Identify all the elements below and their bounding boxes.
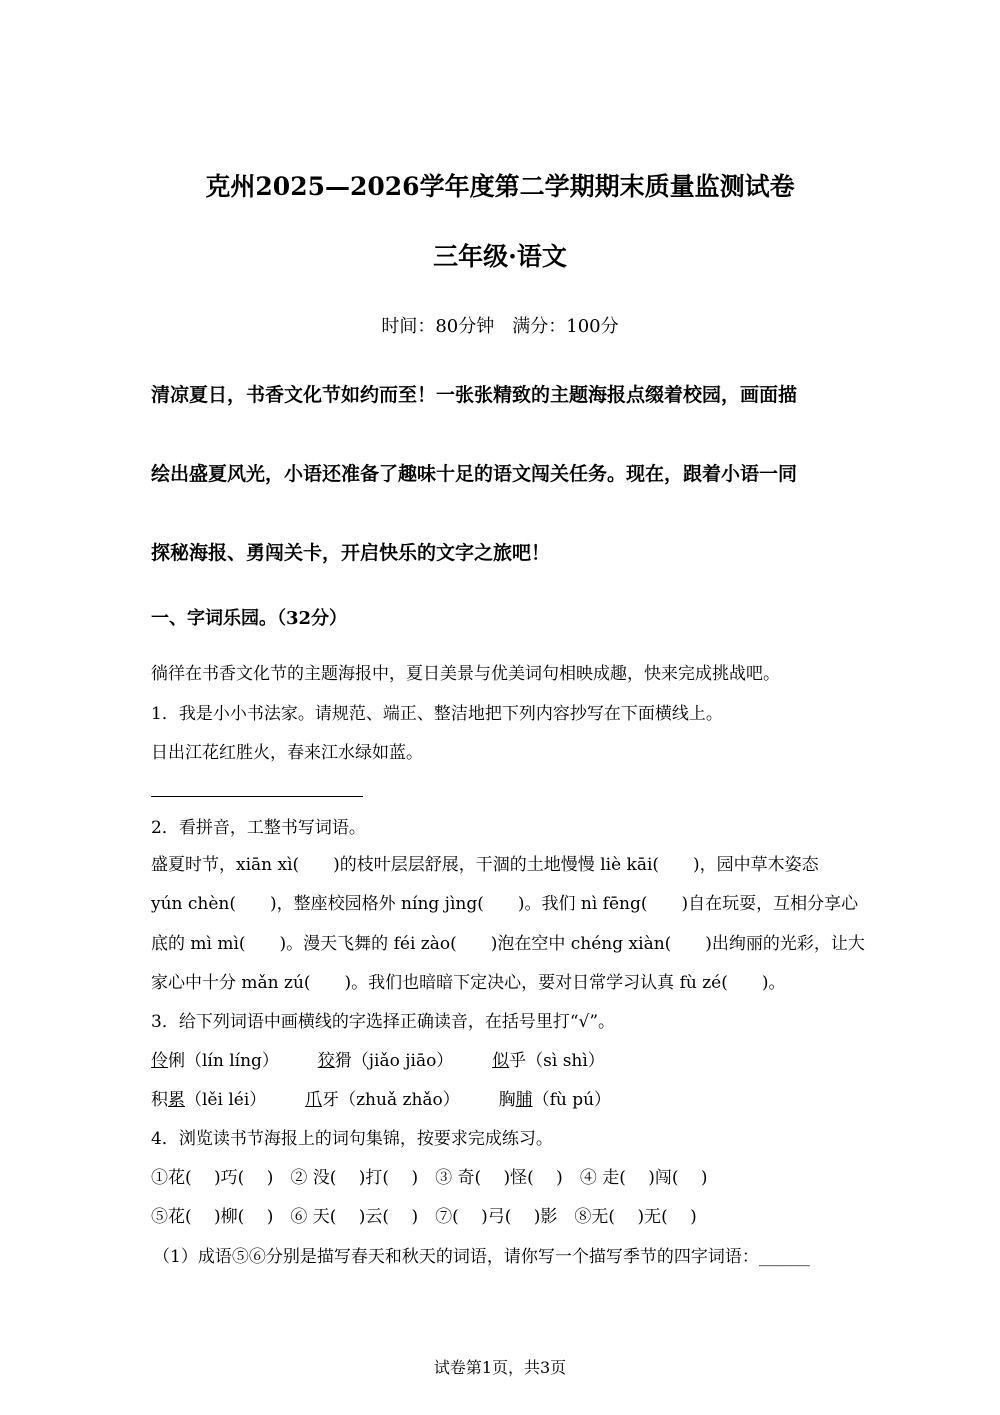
pronunciation-row-2	[151, 1089, 611, 1111]
underlined-char: 脯	[515, 1090, 533, 1110]
word-item: 积累（lěi léi）	[151, 1090, 267, 1110]
word-item: 伶俐（lín líng）	[151, 1051, 279, 1071]
pinyin-line-2: yún chèn( )，整座校园格外 níng jìng( )。我们 nì fēng( )自在玩耍，互相分享心	[151, 894, 859, 914]
question-1-prompt: 1．我是小小书法家。请规范、端正、整洁地把下列内容抄写在下面横线上。	[151, 704, 723, 724]
time-score-info: 时间：80分钟 满分：100分	[381, 316, 619, 337]
exam-subtitle: 三年级·语文	[433, 242, 567, 271]
word-item: 胸脯（fù pú）	[498, 1090, 612, 1110]
word-item: 似乎（sì shì）	[492, 1051, 605, 1071]
answer-blank-line[interactable]	[151, 796, 363, 797]
section-lead: 徜徉在书香文化节的主题海报中，夏日美景与优美词句相映成趣，快来完成挑战吧。	[151, 664, 780, 684]
pinyin-line-4: 家心中十分 mǎn zú( )。我们也暗暗下定决心，要对日常学习认真 fù zé( )。	[151, 973, 786, 993]
exam-title: 克州2025—2026学年度第二学期期末质量监测试卷	[205, 172, 795, 201]
page-footer: 试卷第1页，共3页	[433, 1358, 567, 1377]
question-4-sub-1: （1）成语⑤⑥分别是描写春天和秋天的词语，请你写一个描写季节的四字词语：______	[153, 1247, 810, 1267]
underlined-char: 累	[168, 1090, 185, 1110]
question-3-prompt: 3．给下列词语中画横线的字选择正确读音，在括号里打“√”。	[151, 1012, 616, 1032]
word-item: 爪牙（zhuǎ zhǎo）	[305, 1090, 460, 1110]
word-item: 狡猾（jiǎo jiāo）	[317, 1051, 454, 1071]
question-2-prompt: 2．看拼音，工整书写词语。	[151, 818, 366, 838]
underlined-char: 爪	[305, 1090, 323, 1110]
underlined-char: 似	[492, 1051, 510, 1071]
pronunciation-row-1	[151, 1050, 605, 1072]
section-heading: 一、字词乐园。（32分）	[151, 608, 348, 629]
intro-line-2: 绘出盛夏风光，小语还准备了趣味十足的语文闯关任务。现在，跟着小语一同	[151, 463, 798, 485]
underlined-char: 伶	[151, 1051, 168, 1071]
underlined-char: 狡	[317, 1051, 335, 1071]
question-1-text: 日出江花红胜火，春来江水绿如蓝。	[151, 743, 423, 763]
intro-line-1: 清凉夏日，书香文化节如约而至！一张张精致的主题海报点缀着校园，画面描	[151, 384, 798, 406]
idiom-row-2: ⑤花( )柳( ) ⑥ 天( )云( ) ⑦( )弓( )影 ⑧无( )无( )	[151, 1207, 697, 1227]
idiom-row-1: ①花( )巧( ) ② 没( )打( ) ③ 奇( )怪( ) ④ 走( )闯( )	[151, 1168, 708, 1188]
pinyin-line-3: 底的 mì mì( )。漫天飞舞的 féi zào( )泡在空中 chéng xiàn( )出绚丽的光彩，让大	[151, 934, 865, 954]
intro-line-3: 探秘海报、勇闯关卡，开启快乐的文字之旅吧！	[151, 542, 551, 564]
question-4-prompt: 4．浏览读书节海报上的词句集锦，按要求完成练习。	[151, 1129, 553, 1149]
pinyin-line-1: 盛夏时节，xiān xì( )的枝叶层层舒展，干涸的土地慢慢 liè kāi( )，园中草木姿态	[151, 855, 819, 875]
